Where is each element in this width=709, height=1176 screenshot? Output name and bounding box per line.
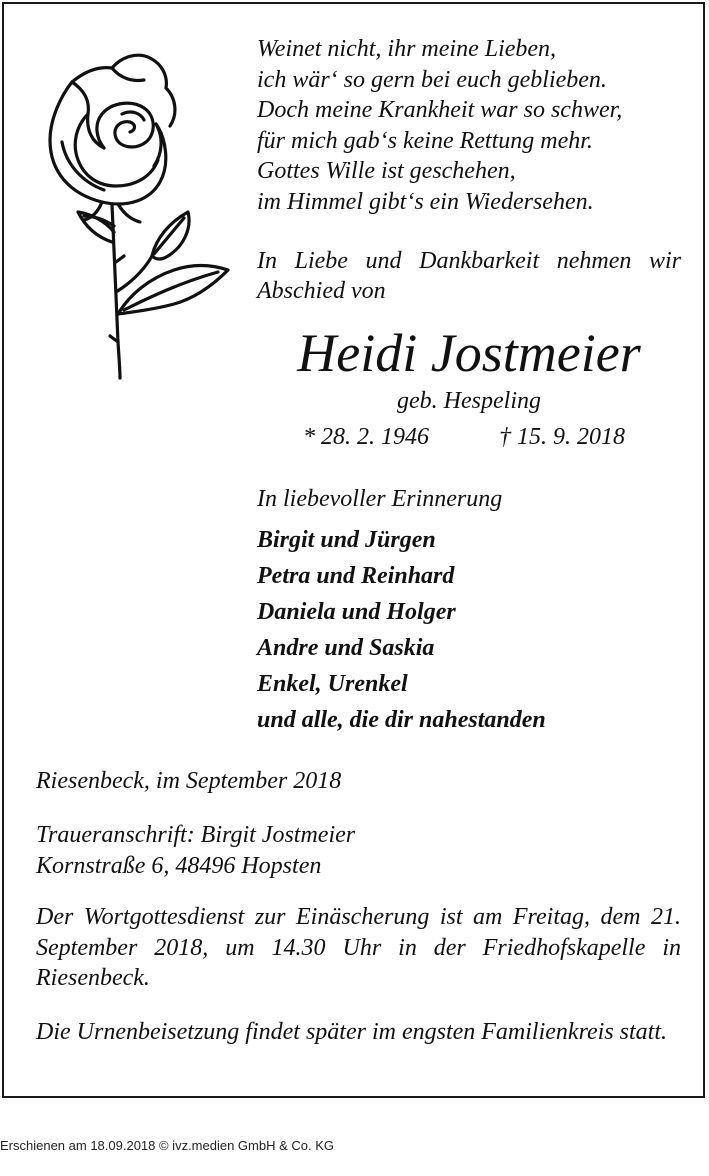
mourner-entry: Enkel, Urenkel	[257, 671, 408, 697]
urn-notice: Die Urnenbeisetzung findet später im engsten Familienkreis statt.	[36, 1019, 668, 1045]
death-date: † 15. 9. 2018	[499, 424, 625, 450]
mourner-entry: Petra und Reinhard	[257, 563, 455, 589]
address-line: Kornstraße 6, 48496 Hopsten	[36, 852, 322, 879]
address-line: Traueranschrift: Birgit Jostmeier	[36, 822, 356, 848]
mourner-entry: Andre und Saskia	[257, 635, 435, 661]
poem-line: Doch meine Krankheit war so schwer,	[257, 97, 623, 123]
service-notice: Der Wortgottesdienst zur Einäscherung ist am Freitag, dem 21. September 2018, um 14.30 Uhr in der Friedhofskapelle in Riesenbeck.	[36, 904, 681, 991]
rose-icon	[32, 42, 247, 382]
memory-heading: In liebevoller Erinnerung	[257, 486, 503, 512]
maiden-name: geb. Hespeling	[397, 388, 541, 414]
poem-line: Gottes Wille ist geschehen,	[257, 158, 516, 184]
poem-line: ich wär‘ so gern bei euch geblieben.	[257, 66, 607, 93]
poem-line: Weinet nicht, ihr meine Lieben,	[257, 36, 557, 62]
farewell-text: In Liebe und Dankbarkeit nehmen wir Abschied von	[257, 248, 681, 304]
mourner-entry: und alle, die dir nahestanden	[257, 707, 546, 733]
mourning-address	[36, 820, 681, 881]
place-date: Riesenbeck, im September 2018	[36, 768, 342, 794]
publication-footer: Erschienen am 18.09.2018 © ivz.medien GmbH & Co. KG	[0, 1138, 335, 1153]
mourners-list	[257, 522, 687, 738]
obituary-frame	[2, 2, 705, 1098]
poem-line: für mich gab‘s keine Rettung mehr.	[257, 127, 593, 154]
birth-date: * 28. 2. 1946	[303, 424, 429, 450]
mourner-entry: Birgit und Jürgen	[257, 527, 436, 553]
deceased-name: Heidi Jostmeier	[297, 323, 641, 383]
mourner-entry: Daniela und Holger	[257, 599, 456, 625]
poem-verse	[257, 34, 682, 217]
poem-line: im Himmel gibt‘s ein Wiedersehen.	[257, 188, 594, 215]
